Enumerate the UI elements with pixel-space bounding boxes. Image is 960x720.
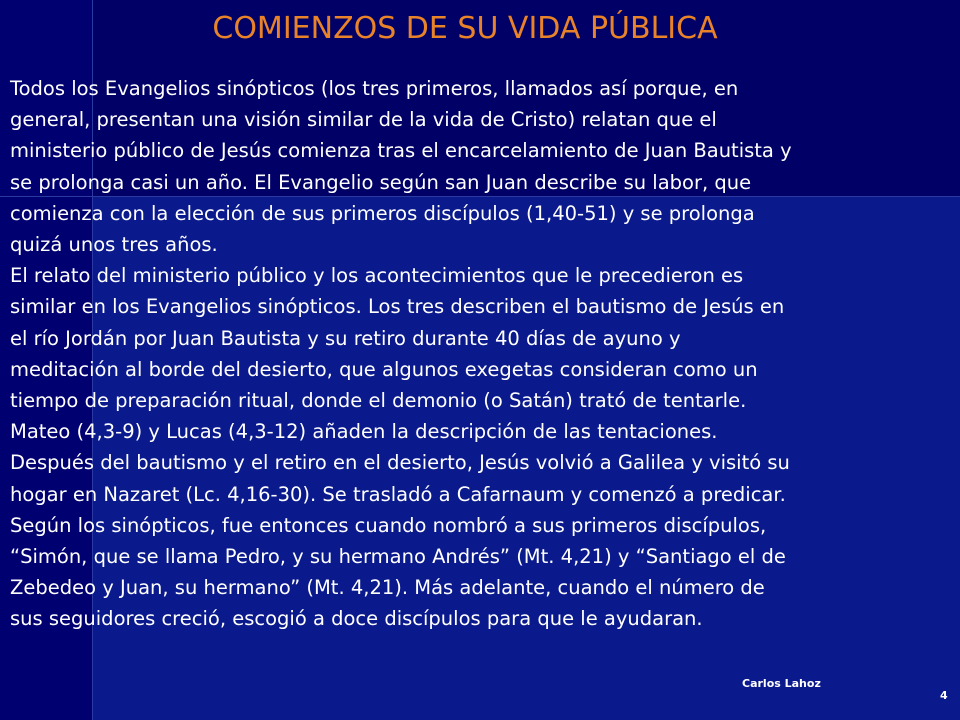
- body-line: Mateo (4,3-9) y Lucas (4,3-12) añaden la descripción de las tentaciones.: [10, 420, 718, 444]
- body-line: sus seguidores creció, escogió a doce discípulos para que le ayudaran.: [10, 607, 703, 631]
- body-line: comienza con la elección de sus primeros discípulos (1,40-51) y se prolonga: [10, 201, 755, 225]
- body-line: Zebedeo y Juan, su hermano” (Mt. 4,21). Más adelante, cuando el número de: [10, 576, 765, 600]
- slide-body: [10, 73, 955, 635]
- body-line: quizá unos tres años.: [10, 233, 218, 257]
- body-line: meditación al borde del desierto, que algunos exegetas consideran como un: [10, 357, 758, 381]
- body-line: “Simón, que se llama Pedro, y su hermano Andrés” (Mt. 4,21) y “Santiago el de: [10, 545, 786, 569]
- body-line: El relato del ministerio público y los acontecimientos que le precedieron es: [10, 264, 744, 288]
- body-line: el río Jordán por Juan Bautista y su retiro durante 40 días de ayuno y: [10, 326, 681, 350]
- body-line: Según los sinópticos, fue entonces cuando nombró a sus primeros discípulos,: [10, 513, 767, 537]
- page-number: 4: [940, 689, 948, 702]
- footer-author: Carlos Lahoz: [742, 677, 821, 690]
- body-line: general, presentan una visión similar de la vida de Cristo) relatan que el: [10, 108, 717, 132]
- body-line: Todos los Evangelios sinópticos (los tres primeros, llamados así porque, en: [10, 77, 739, 100]
- body-line: hogar en Nazaret (Lc. 4,16-30). Se trasladó a Cafarnaum y comenzó a predicar.: [10, 482, 786, 506]
- body-line: tiempo de preparación ritual, donde el demonio (o Satán) trató de tentarle.: [10, 389, 747, 413]
- body-line: similar en los Evangelios sinópticos. Los tres describen el bautismo de Jesús en: [10, 295, 785, 319]
- body-line: se prolonga casi un año. El Evangelio según san Juan describe su labor, que: [10, 170, 752, 194]
- body-line: ministerio público de Jesús comienza tras el encarcelamiento de Juan Bautista y: [10, 139, 792, 163]
- body-line: Después del bautismo y el retiro en el desierto, Jesús volvió a Galilea y visitó su: [10, 451, 790, 475]
- slide-title: COMIENZOS DE SU VIDA PÚBLICA: [212, 11, 718, 46]
